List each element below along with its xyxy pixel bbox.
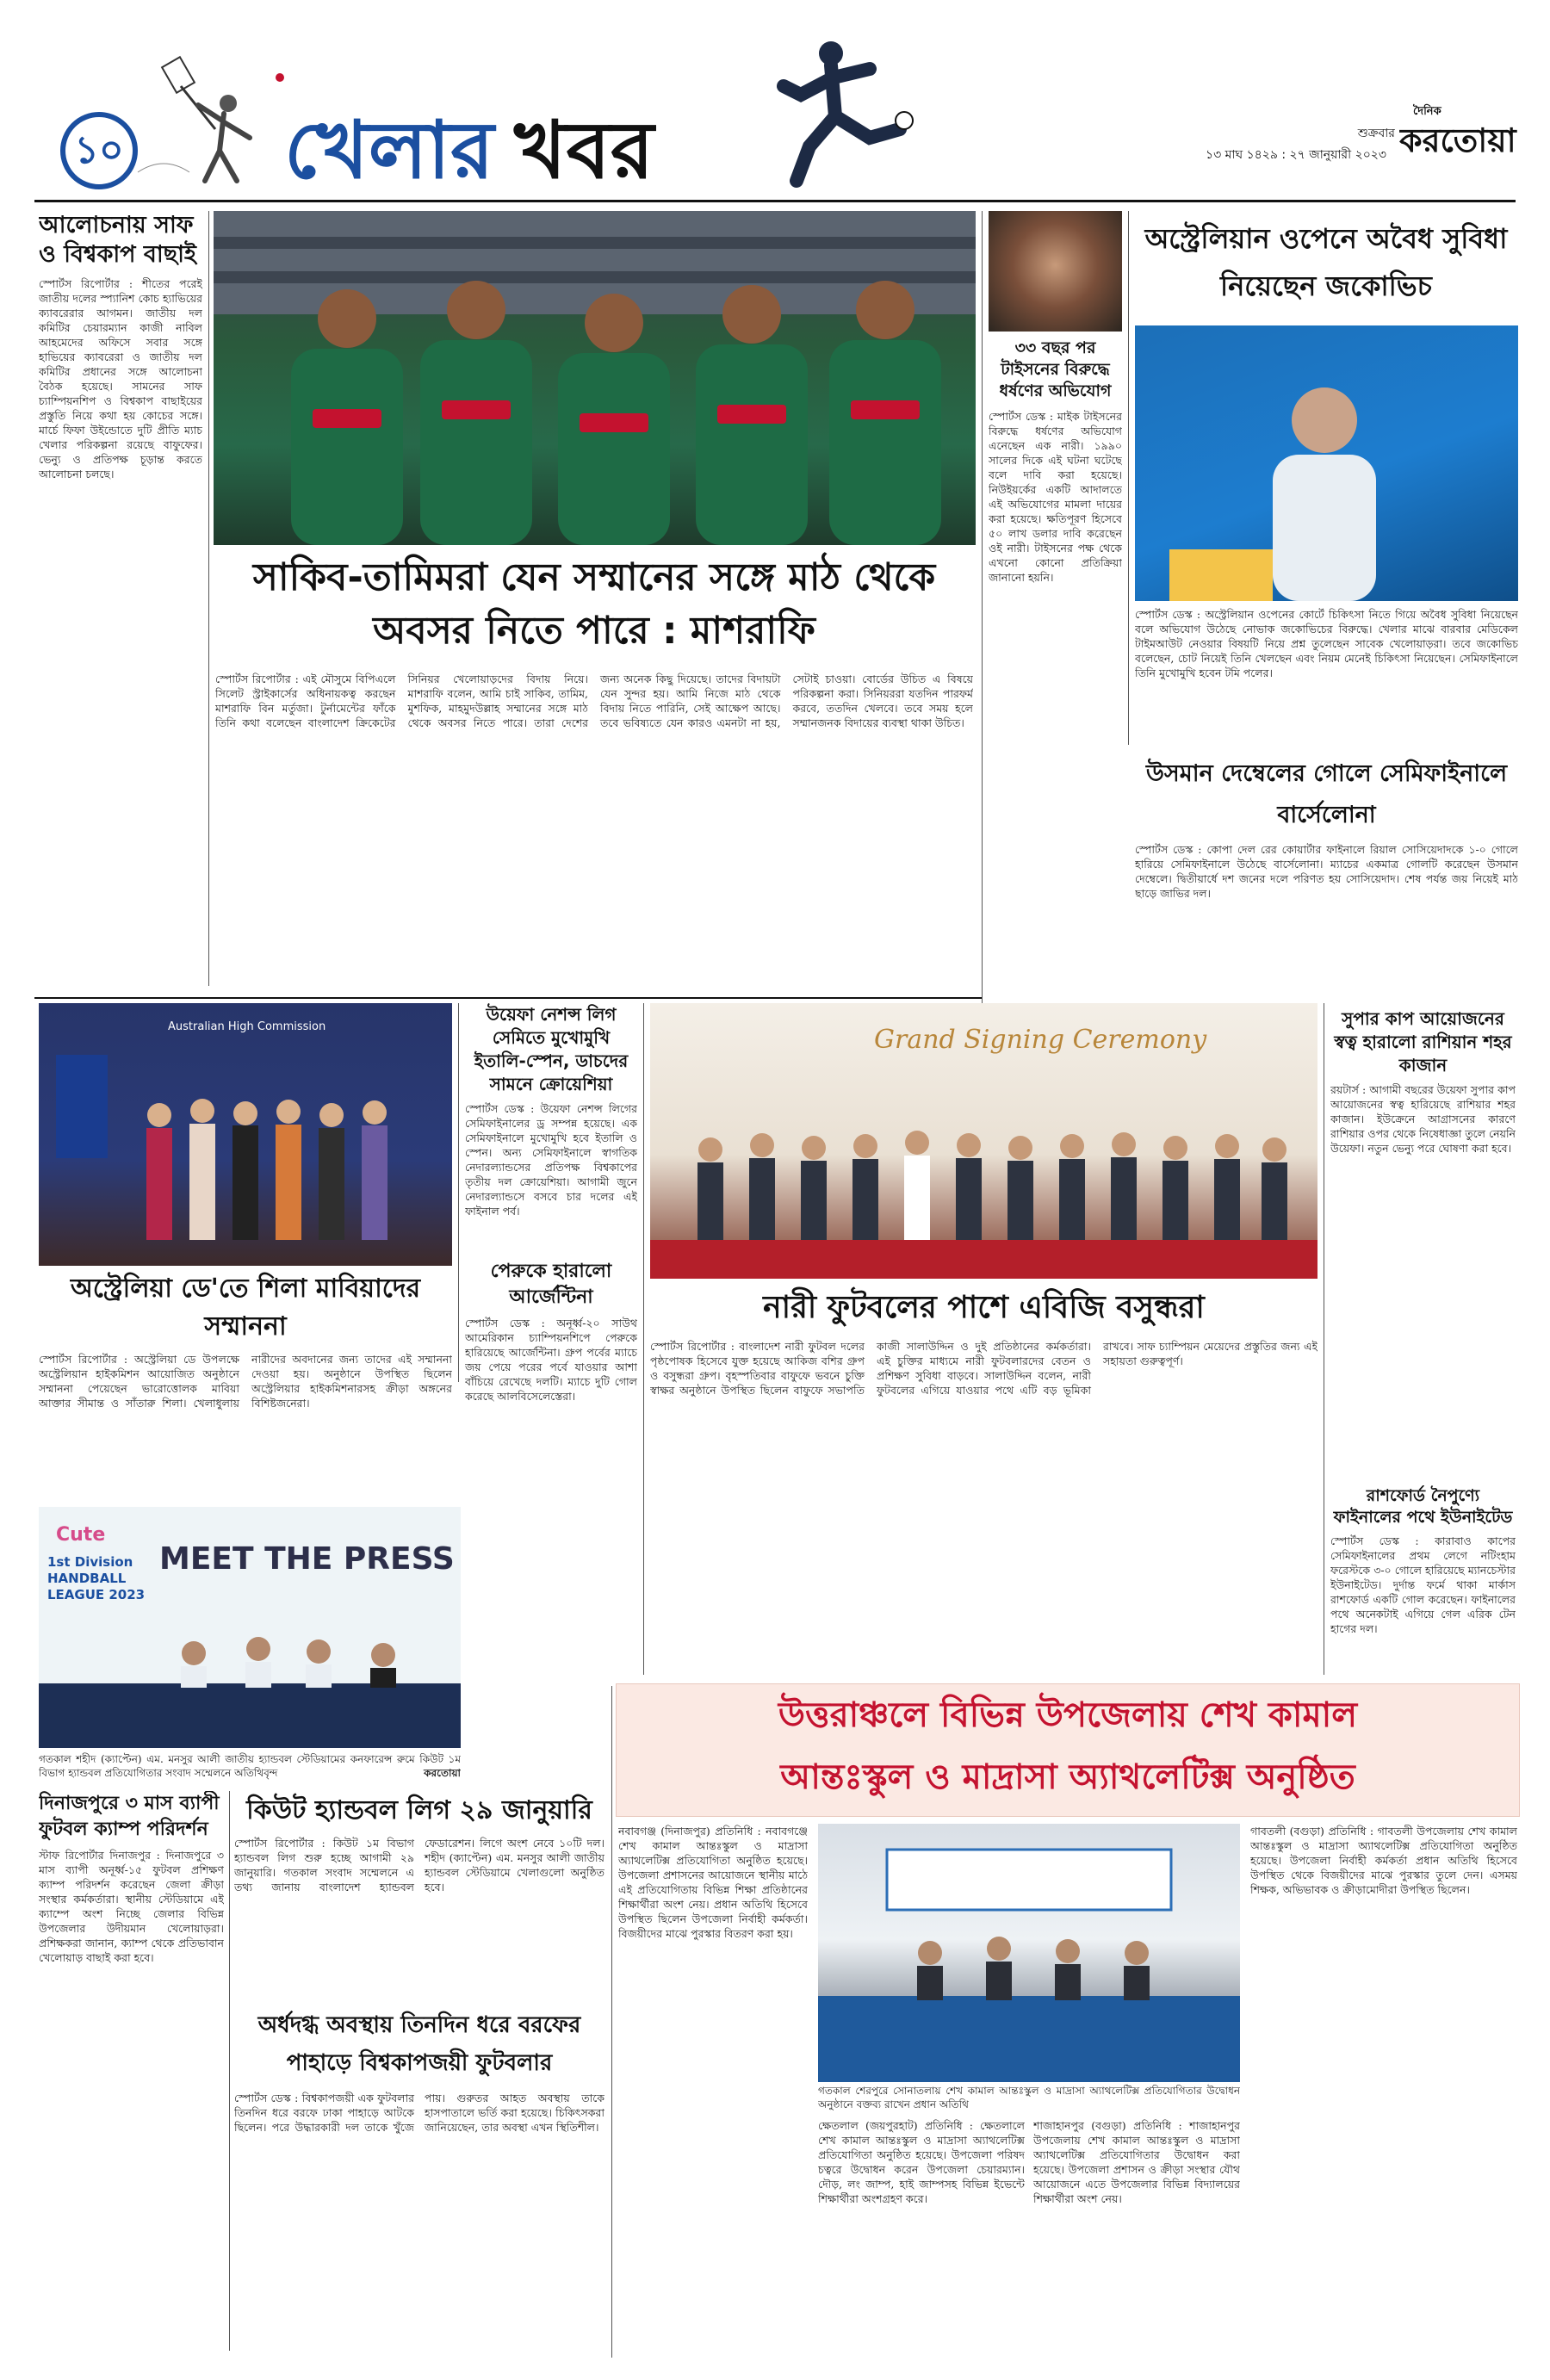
story-argentina-body: স্পোর্টস ডেস্ক : অনূর্ধ্ব-২০ সাউথ আমেরিকান চ্যাম্পিয়নশিপে পেরুকে হারিয়েছে আর্জেন্টিনা। গ্রুপ পর্বের ম্যাচে জয় পেয়ে পরের পর্বে যাওয়ার আশা বাঁচিয়ে রেখেছে দলটি। ম্যাচে দুটি গোল করেছে আলবিসেলেস্তেরা। bbox=[465, 1317, 637, 1403]
signing-title-text: Grand Signing Ceremony bbox=[874, 1025, 1207, 1055]
story-tyson-headline: ৩৩ বছর পর টাইসনের বিরুদ্ধে ধর্ষণের অভিযোগ bbox=[999, 338, 1112, 400]
mashrafe-photo bbox=[214, 211, 976, 545]
tyson-photo bbox=[989, 211, 1122, 332]
divider bbox=[458, 1003, 459, 1382]
story-croatia-body: স্পোর্টস ডেস্ক : উয়েফা নেশন্স লিগের সেমিফাইনালের ড্র সম্পন্ন হয়েছে। এক সেমিফাইনালে মুখোমুখি হবে ইতালি ও স্পেন। অন্য সেমিফাইনালে স্বাগতিক নেদারল্যান্ডসের প্রতিপক্ষ বিশ্বকাপের তৃতীয় দল ক্রোয়েশিয়া। আগামী জুনে নেদারল্যান্ডসে বসবে চার দলের এই ফাইনাল পর্ব। bbox=[465, 1102, 637, 1218]
kamal-col3: শাজাহানপুর (বগুড়া) প্রতিনিধি : শাজাহানপুর উপজেলায় শেখ কামাল আন্তঃস্কুল ও মাদ্রাসা অ্যাথলেটিক্স প্রতিযোগিতার উদ্বোধন করা হয়েছে। উপজেলা প্রশাসন ও ক্রীড়া সংস্থার যৌথ আয়োজনে এতে উপজেলার বিভিন্ন বিদ্যালয়ের শিক্ষার্থীরা অংশ নেয়। bbox=[1033, 2119, 1240, 2205]
story-rashford-body: স্পোর্টস ডেস্ক : কারাবাও কাপের সেমিফাইনালের প্রথম লেগে নটিংহাম ফরেস্টকে ৩-০ গোলে হারিয়েছে ম্যানচেস্টার ইউনাইটেড। দুর্দান্ত ফর্মে থাকা মার্কাস রাশফোর্ড একটি গোল করেছেন। ফাইনালের পথে অনেকটাই এগিয়ে গেল এরিক টেন হাগের দল। bbox=[1330, 1534, 1516, 1635]
date-line: ১৩ মাঘ ১৪২৯ : ২৭ জানুয়ারী ২০২৩ bbox=[1205, 148, 1386, 162]
story-abg-headline: নারী ফুটবলের পাশে এবিজি বসুন্ধরা bbox=[763, 1290, 1205, 1325]
story-saf-headline: আলোচনায় সাফ ও বিশ্বকাপ বাছাই bbox=[39, 212, 196, 268]
story-rashford-headline: রাশফোর্ড নৈপুণ্যে ফাইনালের পথে ইউনাইটেড bbox=[1333, 1486, 1513, 1527]
story-argentina bbox=[465, 1259, 637, 1569]
story-shila-body: স্পোর্টস রিপোর্টার : অস্ট্রেলিয়া ডে উপলক্ষে অস্ট্রেলিয়ান হাইকমিশন আয়োজিত অনুষ্ঠানে সম্মাননা পেয়েছেন ভারোত্তোলক মাবিয়া আক্তার সীমান্ত ও সাঁতারু শিলা। খেলাধুলায় নারীদের অবদানের জন্য তাদের এই সম্মাননা দেওয়া হয়। অনুষ্ঠানে উপস্থিত ছিলেন অস্ট্রেলিয়ার হাইকমিশনারসহ ক্রীড়া অঙ্গনের বিশিষ্টজনেরা। bbox=[39, 1353, 452, 1410]
team-players-graphic bbox=[214, 211, 976, 545]
divider bbox=[229, 1791, 230, 2351]
story-rashford bbox=[1330, 1485, 1516, 1675]
story-argentina-headline: পেরুকে হারালো আর্জেন্টিনা bbox=[490, 1261, 612, 1308]
divider bbox=[1128, 211, 1129, 745]
divider bbox=[611, 1686, 612, 2358]
story-kazan-body: রয়টার্স : আগামী বছরের উয়েফা সুপার কাপ আয়োজনের স্বত্ব হারিয়েছে রাশিয়ার শহর কাজান। ইউক্রেনে আগ্রাসনের কারণে রাশিয়ার ওপর থেকে নিষেধাজ্ঞা তুলে নেয়নি উয়েফা। নতুন ভেন্যু পরে ঘোষণা করা হবে। bbox=[1330, 1083, 1516, 1155]
story-kazan bbox=[1330, 1007, 1516, 1481]
meet-the-press-photo bbox=[39, 1507, 461, 1748]
divider bbox=[208, 211, 209, 986]
mid-rule bbox=[34, 997, 982, 999]
paper-small-label: দৈনিক bbox=[1413, 105, 1442, 118]
story-handball-body: স্পোর্টস রিপোর্টার : কিউট ১ম বিভাগ হ্যান্ডবল লিগ শুরু হচ্ছে আগামী ২৯ জানুয়ারি। গতকাল সংবাদ সম্মেলনে এ তথ্য জানায় বাংলাদেশ হ্যান্ডবল ফেডারেশন। লিগে অংশ নেবে ১০টি দল। শহীদ (ক্যাপ্টেন) এম. মনসুর আলী জাতীয় হ্যান্ডবল স্টেডিয়ামে খেলাগুলো অনুষ্ঠিত হবে। bbox=[234, 1837, 604, 1893]
story-pahar-headline: অর্ধদগ্ধ অবস্থায় তিনদিন ধরে বরফের পাহাড়ে বিশ্বকাপজয়ী ফুটবলার bbox=[257, 2012, 581, 2076]
section-title-part1: খেলার bbox=[284, 104, 494, 196]
kamal-headline-line1: উত্তরাঞ্চলে বিভিন্ন উপজেলায় শেখ কামাল bbox=[778, 1695, 1358, 1735]
cute-logo: Cute bbox=[56, 1524, 106, 1546]
story-djokovic-headline: অস্ট্রেলিয়ান ওপেনে অবৈধ সুবিধা নিয়েছেন জকোভিচ bbox=[1144, 222, 1508, 302]
story-djokovic-body: স্পোর্টস ডেস্ক : অস্ট্রেলিয়ান ওপেনের কোর্টে চিকিৎসা নিতে গিয়ে অবৈধ সুবিধা নিয়েছেন বলে অভিযোগ উঠেছে নোভাক জকোভিচের বিরুদ্ধে। খেলার মাঝে বারবার মেডিকেল টাইমআউট নেওয়ার বিষয়টি নিয়ে প্রশ্ন তুলেছেন সাবেক খেলোয়াড়রা। তবে জকোভিচ বলেছেন, চোট নিয়েই তিনি খেলছেন এবং নিয়ম মেনেই চিকিৎসা নিয়েছেন। সেমিফাইনালে তিনি মুখোমুখি হবেন টমি পলের। bbox=[1135, 608, 1518, 679]
kamal-photo-caption: গতকাল শেরপুরে সোনাতলায় শেখ কামাল আন্তঃস্কুল ও মাদ্রাসা অ্যাথলেটিক্স প্রতিযোগিতার উদ্বোধন অনুষ্ঠানে বক্তব্য রাখেন প্রধান অতিথি bbox=[818, 2085, 1240, 2110]
australia-banner-text: Australian High Commission bbox=[168, 1020, 326, 1033]
story-shila-headline: অস্ট্রেলিয়া ডে'তে শিলা মাবিয়াদের সম্মাননা bbox=[70, 1274, 421, 1342]
league-logo-text: 1st Division HANDBALL LEAGUE 2023 bbox=[47, 1554, 146, 1602]
story-abg-body: স্পোর্টস রিপোর্টার : বাংলাদেশ নারী ফুটবল দলের পৃষ্ঠপোষক হিসেবে যুক্ত হয়েছে আকিজ বশির গ্রুপ ও বসুন্ধরা গ্রুপ। বৃহস্পতিবার বাফুফে ভবনে চুক্তি স্বাক্ষর অনুষ্ঠানে উপস্থিত ছিলেন বাফুফে সভাপতি কাজী সালাউদ্দিন ও দুই প্রতিষ্ঠানের কর্মকর্তারা। এই চুক্তির মাধ্যমে নারী ফুটবলারদের বেতন ও প্রশিক্ষণ সুবিধা বাড়বে। সালাউদ্দিন বলেন, নারী ফুটবলের এগিয়ে যাওয়ার পথে এটি বড় ভূমিকা রাখবে। সাফ চ্যাম্পিয়ন মেয়েদের প্রস্তুতির জন্য এই সহায়তা গুরুত্বপূর্ণ। bbox=[650, 1340, 1318, 1397]
signing-ceremony-photo bbox=[650, 1003, 1318, 1279]
story-mashrafe-body: স্পোর্টস রিপোর্টার : এই মৌসুমে বিপিএলে সিলেট স্ট্রাইকার্সের অধিনায়কত্ব করছেন মাশরাফি বিন মর্তুজা। টুর্নামেন্টের ফাঁকে তিনি কথা বলেছেন বাংলাদেশ ক্রিকেটের সিনিয়র খেলোয়াড়দের বিদায় নিয়ে। মাশরাফি বলেন, আমি চাই সাকিব, তামিম, মুশফিক, মাহমুদউল্লাহ সম্মানের সঙ্গে মাঠ থেকে অবসর নিতে পারে। তারা দেশের জন্য অনেক কিছু দিয়েছে। তাদের বিদায়টা যেন সুন্দর হয়। আমি নিজে মাঠ থেকে বিদায় নিতে পারিনি, সেই আক্ষেপ আছে। তবে ভবিষ্যতে যেন কারও এমনটা না হয়, সেটাই চাওয়া। বোর্ডের উচিত এ বিষয়ে পরিকল্পনা করা। সিনিয়ররা যতদিন পারফর্ম করবে, ততদিন খেলবে। তবে সময় হলে সম্মানজনক বিদায়ের ব্যবস্থা থাকা উচিত। bbox=[215, 672, 973, 729]
story-kazan-headline: সুপার কাপ আয়োজনের স্বত্ব হারালো রাশিয়ান শহর কাজান bbox=[1334, 1008, 1512, 1075]
story-dinajpur-body: স্টাফ রিপোর্টার দিনাজপুর : দিনাজপুরে ৩ মাস ব্যাপী অনূর্ধ্ব-১৫ ফুটবল প্রশিক্ষণ ক্যাম্প পরিদর্শন করেছেন জেলা ক্রীড়া সংস্থার কর্মকর্তারা। স্থানীয় স্টেডিয়ামে এই ক্যাম্পে অংশ নিচ্ছে জেলার বিভিন্ন উপজেলার উদীয়মান খেলোয়াড়রা। প্রশিক্ষকরা জানান, ক্যাম্প থেকে প্রতিভাবান খেলোয়াড় বাছাই করা হবে। bbox=[39, 1849, 224, 1964]
masthead bbox=[0, 0, 1550, 207]
paper-name: করতোয়া bbox=[1399, 121, 1516, 159]
footballer-silhouette bbox=[749, 34, 921, 189]
story-barcelona-body: স্পোর্টস ডেস্ক : কোপা দেল রের কোয়ার্টার ফাইনালে রিয়াল সোসিয়েদাদকে ১-০ গোলে হারিয়ে সেমিফাইনালে উঠেছে বার্সেলোনা। ম্যাচের একমাত্র গোলটি করেছেন উসমান দেম্বেলে। দ্বিতীয়ার্ধে দশ জনের দলে পরিণত হয় সোসিয়েদাদ। শেষ পর্যন্ত জয় নিয়েই মাঠ ছাড়ে জাভির দল। bbox=[1135, 843, 1518, 900]
story-croatia bbox=[465, 1003, 637, 1253]
page-number: ১০ bbox=[74, 128, 124, 172]
handball-caption-credit: করতোয়া bbox=[424, 1767, 461, 1779]
handball-photo-caption bbox=[39, 1752, 461, 1787]
kamal-photo bbox=[818, 1824, 1240, 2082]
masthead-rule bbox=[34, 200, 1516, 202]
cricketer-illustration bbox=[129, 43, 301, 189]
kamal-headline-line2: আন্তঃস্কুল ও মাদ্রাসা অ্যাথলেটিক্স অনুষ্ঠিত bbox=[780, 1757, 1355, 1797]
story-croatia-headline: উয়েফা নেশন্স লিগ সেমিতে মুখোমুখি ইতালি-স্পেন, ডাচদের সামনে ক্রোয়েশিয়া bbox=[474, 1004, 629, 1094]
australia-ceremony-photo bbox=[39, 1003, 452, 1266]
story-dinajpur bbox=[39, 1791, 224, 2351]
page-number-badge bbox=[60, 112, 138, 189]
kamal-headline-box bbox=[616, 1683, 1520, 1817]
meet-the-press-title: MEET THE PRESS bbox=[159, 1541, 455, 1577]
story-handball-headline: কিউট হ্যান্ডবল লিগ ২৯ জানুয়ারি bbox=[246, 1795, 592, 1825]
date-line-wrap bbox=[1094, 145, 1386, 167]
kamal-col1: নবাবগঞ্জ (দিনাজপুর) প্রতিনিধি : নবাবগঞ্জে শেখ কামাল আন্তঃস্কুল ও মাদ্রাসা অ্যাথলেটিক্স প্রতিযোগিতা অনুষ্ঠিত হয়েছে। উপজেলা প্রশাসনের আয়োজনে স্থানীয় মাঠে এই প্রতিযোগিতায় বিভিন্ন শিক্ষা প্রতিষ্ঠানের শিক্ষার্থীরা অংশ নেয়। প্রধান অতিথি হিসেবে উপস্থিত ছিলেন উপজেলা নির্বাহী কর্মকর্তা। বিজয়ীদের মাঝে পুরস্কার বিতরণ করা হয়। bbox=[618, 1825, 808, 1940]
story-mashrafe-headline: সাকিব-তামিমরা যেন সম্মানের সঙ্গে মাঠ থেকে অবসর নিতে পারে : মাশরাফি bbox=[252, 555, 936, 653]
story-barcelona-headline: উসমান দেম্বেলের গোলে সেমিফাইনালে বার্সেলোনা bbox=[1145, 760, 1508, 828]
divider bbox=[643, 1003, 644, 1675]
kamal-col4: গাবতলী (বগুড়া) প্রতিনিধি : গাবতলী উপজেলায় শেখ কামাল আন্তঃস্কুল ও মাদ্রাসা অ্যাথলেটিক্স প্রতিযোগিতা অনুষ্ঠিত হয়েছে। উপজেলা নির্বাহী কর্মকর্তা প্রধান অতিথি হিসেবে উপস্থিত থেকে বিজয়ীদের মাঝে পুরস্কার তুলে দেন। এসময় শিক্ষক, অভিভাবক ও ক্রীড়ামোদীরা উপস্থিত ছিলেন। bbox=[1250, 1825, 1517, 1896]
kamal-col2: ক্ষেতলাল (জয়পুরহাট) প্রতিনিধি : ক্ষেতলালে শেখ কামাল আন্তঃস্কুল ও মাদ্রাসা অ্যাথলেটিক্স প্রতিযোগিতা অনুষ্ঠিত হয়েছে। উপজেলা পরিষদ চত্বরে উদ্বোধন করেন উপজেলা চেয়ারম্যান। দৌড়, লং জাম্প, হাই জাম্পসহ বিভিন্ন ইভেন্টে শিক্ষার্থীরা অংশগ্রহণ করে। bbox=[818, 2119, 1025, 2205]
story-saf-body: স্পোর্টস রিপোর্টার : শীতের পরেই জাতীয় দলের স্প্যানিশ কোচ হ্যাভিয়ের ক্যাবরেরার আগমন। জাতীয় দল কমিটির চেয়ারম্যান কাজী নাবিল আহমেদের অফিসে সবার সঙ্গে হাভিয়ের ক্যাবরেরা ও জাতীয় দল কমিটির প্রধানের সঙ্গে আলোচনা বৈঠক হয়েছে। সামনের সাফ চ্যাম্পিয়নশিপ ও বিশ্বকাপ বাছাইয়ের প্রস্তুতি নিয়ে কথা হয় কোচের সঙ্গে। মার্চে ফিফা উইন্ডোতে দুটি প্রীতি ম্যাচ খেলার পরিকল্পনা রয়েছে বাফুফের। ভেন্যু ও প্রতিপক্ষ চূড়ান্ত করতে আলোচনা চলছে। bbox=[39, 277, 202, 480]
djokovic-photo bbox=[1135, 325, 1518, 601]
story-tyson-body: স্পোর্টস ডেস্ক : মাইক টাইসনের বিরুদ্ধে ধর্ষণের অভিযোগ এনেছেন এক নারী। ১৯৯০ সালের দিকে এই ঘটনা ঘটেছে বলে দাবি করা হয়েছে। নিউইয়র্কের একটি আদালতে এই অভিযোগের মামলা দায়ের করা হয়েছে। ক্ষতিপূরণ হিসেবে ৫০ লাখ ডলার দাবি করেছেন ওই নারী। টাইসনের পক্ষ থেকে এখনো কোনো প্রতিক্রিয়া জানানো হয়নি। bbox=[989, 410, 1122, 584]
story-dinajpur-headline: দিনাজপুরে ৩ মাস ব্যাপী ফুটবল ক্যাম্প পরিদর্শন bbox=[39, 1793, 220, 1840]
handball-caption-text: গতকাল শহীদ (ক্যাপ্টেন) এম. মনসুর আলী জাতীয় হ্যান্ডবল স্টেডিয়ামের কনফারেন্স রুমে কিউট ১ম বিভাগ হ্যান্ডবল প্রতিযোগিতার সংবাদ সম্মেলনে অতিথিবৃন্দ bbox=[39, 1753, 461, 1779]
paper-logo bbox=[1399, 103, 1528, 172]
story-pahar-body: স্পোর্টস ডেস্ক : বিশ্বকাপজয়ী এক ফুটবলার তিনদিন ধরে বরফে ঢাকা পাহাড়ে আটকে ছিলেন। পরে উদ্ধারকারী দল তাকে খুঁজে পায়। গুরুতর আহত অবস্থায় তাকে হাসপাতালে ভর্তি করা হয়েছে। চিকিৎসকরা জানিয়েছেন, তার অবস্থা এখন স্থিতিশীল। bbox=[234, 2092, 604, 2134]
section-title-part2: খবর bbox=[514, 104, 654, 196]
day-label: শুক্রবার bbox=[1357, 127, 1395, 140]
